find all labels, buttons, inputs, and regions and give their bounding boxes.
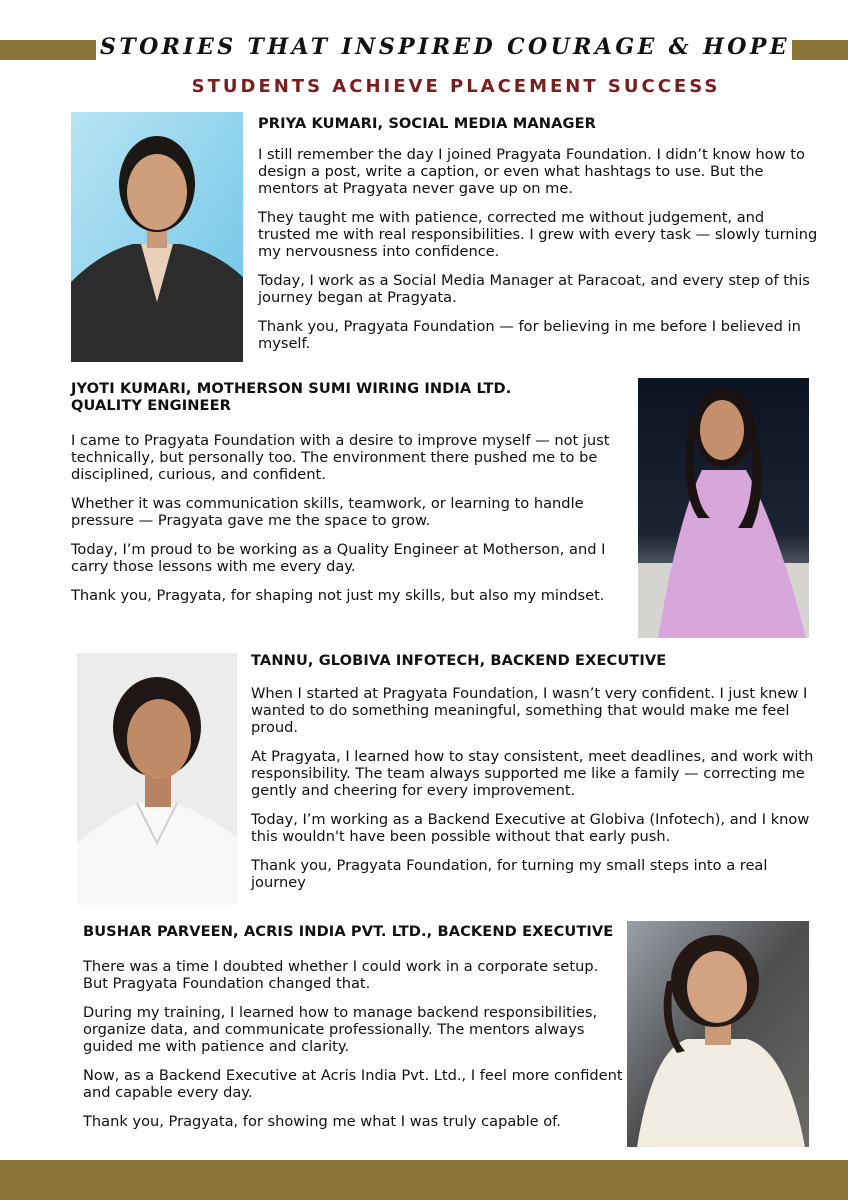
story-paragraph: At Pragyata, I learned how to stay consistent, meet deadlines, and work with responsibility. The team always supported me like a family — correcting me gently and cheering for every improvement. — [251, 748, 814, 799]
tannu-photo — [77, 653, 237, 905]
priya-photo — [71, 112, 243, 362]
story-paragraph: There was a time I doubted whether I could work in a corporate setup. But Pragyata Foundation changed that. — [83, 958, 599, 992]
page-subtitle: STUDENTS ACHIEVE PLACEMENT SUCCESS — [191, 76, 721, 97]
story-heading: TANNU, GLOBIVA INFOTECH, BACKEND EXECUTIVE — [251, 652, 667, 669]
story-tannu — [251, 652, 819, 903]
jyoti-photo — [638, 378, 809, 638]
header-band-left — [0, 40, 96, 60]
footer-band — [0, 1160, 848, 1200]
bushar-photo — [627, 921, 809, 1147]
story-heading: BUSHAR PARVEEN, ACRIS INDIA PVT. LTD., BACKEND EXECUTIVE — [83, 923, 614, 940]
story-paragraph: Thank you, Pragyata Foundation, for turning my small steps into a real journey — [251, 857, 768, 891]
story-paragraph: Thank you, Pragyata Foundation — for believing in me before I believed in myself. — [258, 318, 801, 352]
story-heading-line1: JYOTI KUMARI, MOTHERSON SUMI WIRING INDIA LTD. — [71, 380, 512, 397]
page-title: STORIES THAT INSPIRED COURAGE & HOPE — [100, 34, 790, 60]
story-paragraph: Today, I’m working as a Backend Executive at Globiva (Infotech), and I know this wouldn't have been possible without that early push. — [251, 811, 810, 845]
story-bushar — [83, 923, 623, 1142]
story-heading — [71, 380, 616, 414]
story-paragraph: Today, I work as a Social Media Manager at Paracoat, and every step of this journey began at Pragyata. — [258, 272, 810, 306]
story-heading-line2: QUALITY ENGINEER — [71, 397, 232, 414]
story-paragraph: Now, as a Backend Executive at Acris India Pvt. Ltd., I feel more confident and capable every day. — [83, 1067, 623, 1101]
story-paragraph: I came to Pragyata Foundation with a desire to improve myself — not just technically, but personally too. The environment there pushed me to be disciplined, curious, and confident. — [71, 432, 610, 483]
story-paragraph: Thank you, Pragyata, for showing me what I was truly capable of. — [83, 1113, 561, 1130]
story-paragraph: They taught me with patience, corrected me without judgement, and trusted me with real responsibilities. I grew with every task — slowly turning my nervousness into confidence. — [258, 209, 818, 260]
story-paragraph: When I started at Pragyata Foundation, I wasn’t very confident. I just knew I wanted to do something meaningful, something that would make me feel proud. — [251, 685, 808, 736]
story-paragraph: I still remember the day I joined Pragyata Foundation. I didn’t know how to design a post, write a caption, or even what hashtags to use. But the mentors at Pragyata never gave up on me. — [258, 146, 805, 197]
story-priya — [258, 115, 818, 364]
header-band-right — [792, 40, 848, 60]
story-paragraph: Today, I’m proud to be working as a Quality Engineer at Motherson, and I carry those lessons with me every day. — [71, 541, 606, 575]
story-jyoti — [71, 380, 616, 616]
story-paragraph: Thank you, Pragyata, for shaping not just my skills, but also my mindset. — [71, 587, 605, 604]
story-paragraph: During my training, I learned how to manage backend responsibilities, organize data, and communicate professionally. The mentors always guided me with patience and clarity. — [83, 1004, 598, 1055]
story-heading: PRIYA KUMARI, SOCIAL MEDIA MANAGER — [258, 115, 596, 132]
story-paragraph: Whether it was communication skills, teamwork, or learning to handle pressure — Pragyata gave me the space to grow. — [71, 495, 584, 529]
